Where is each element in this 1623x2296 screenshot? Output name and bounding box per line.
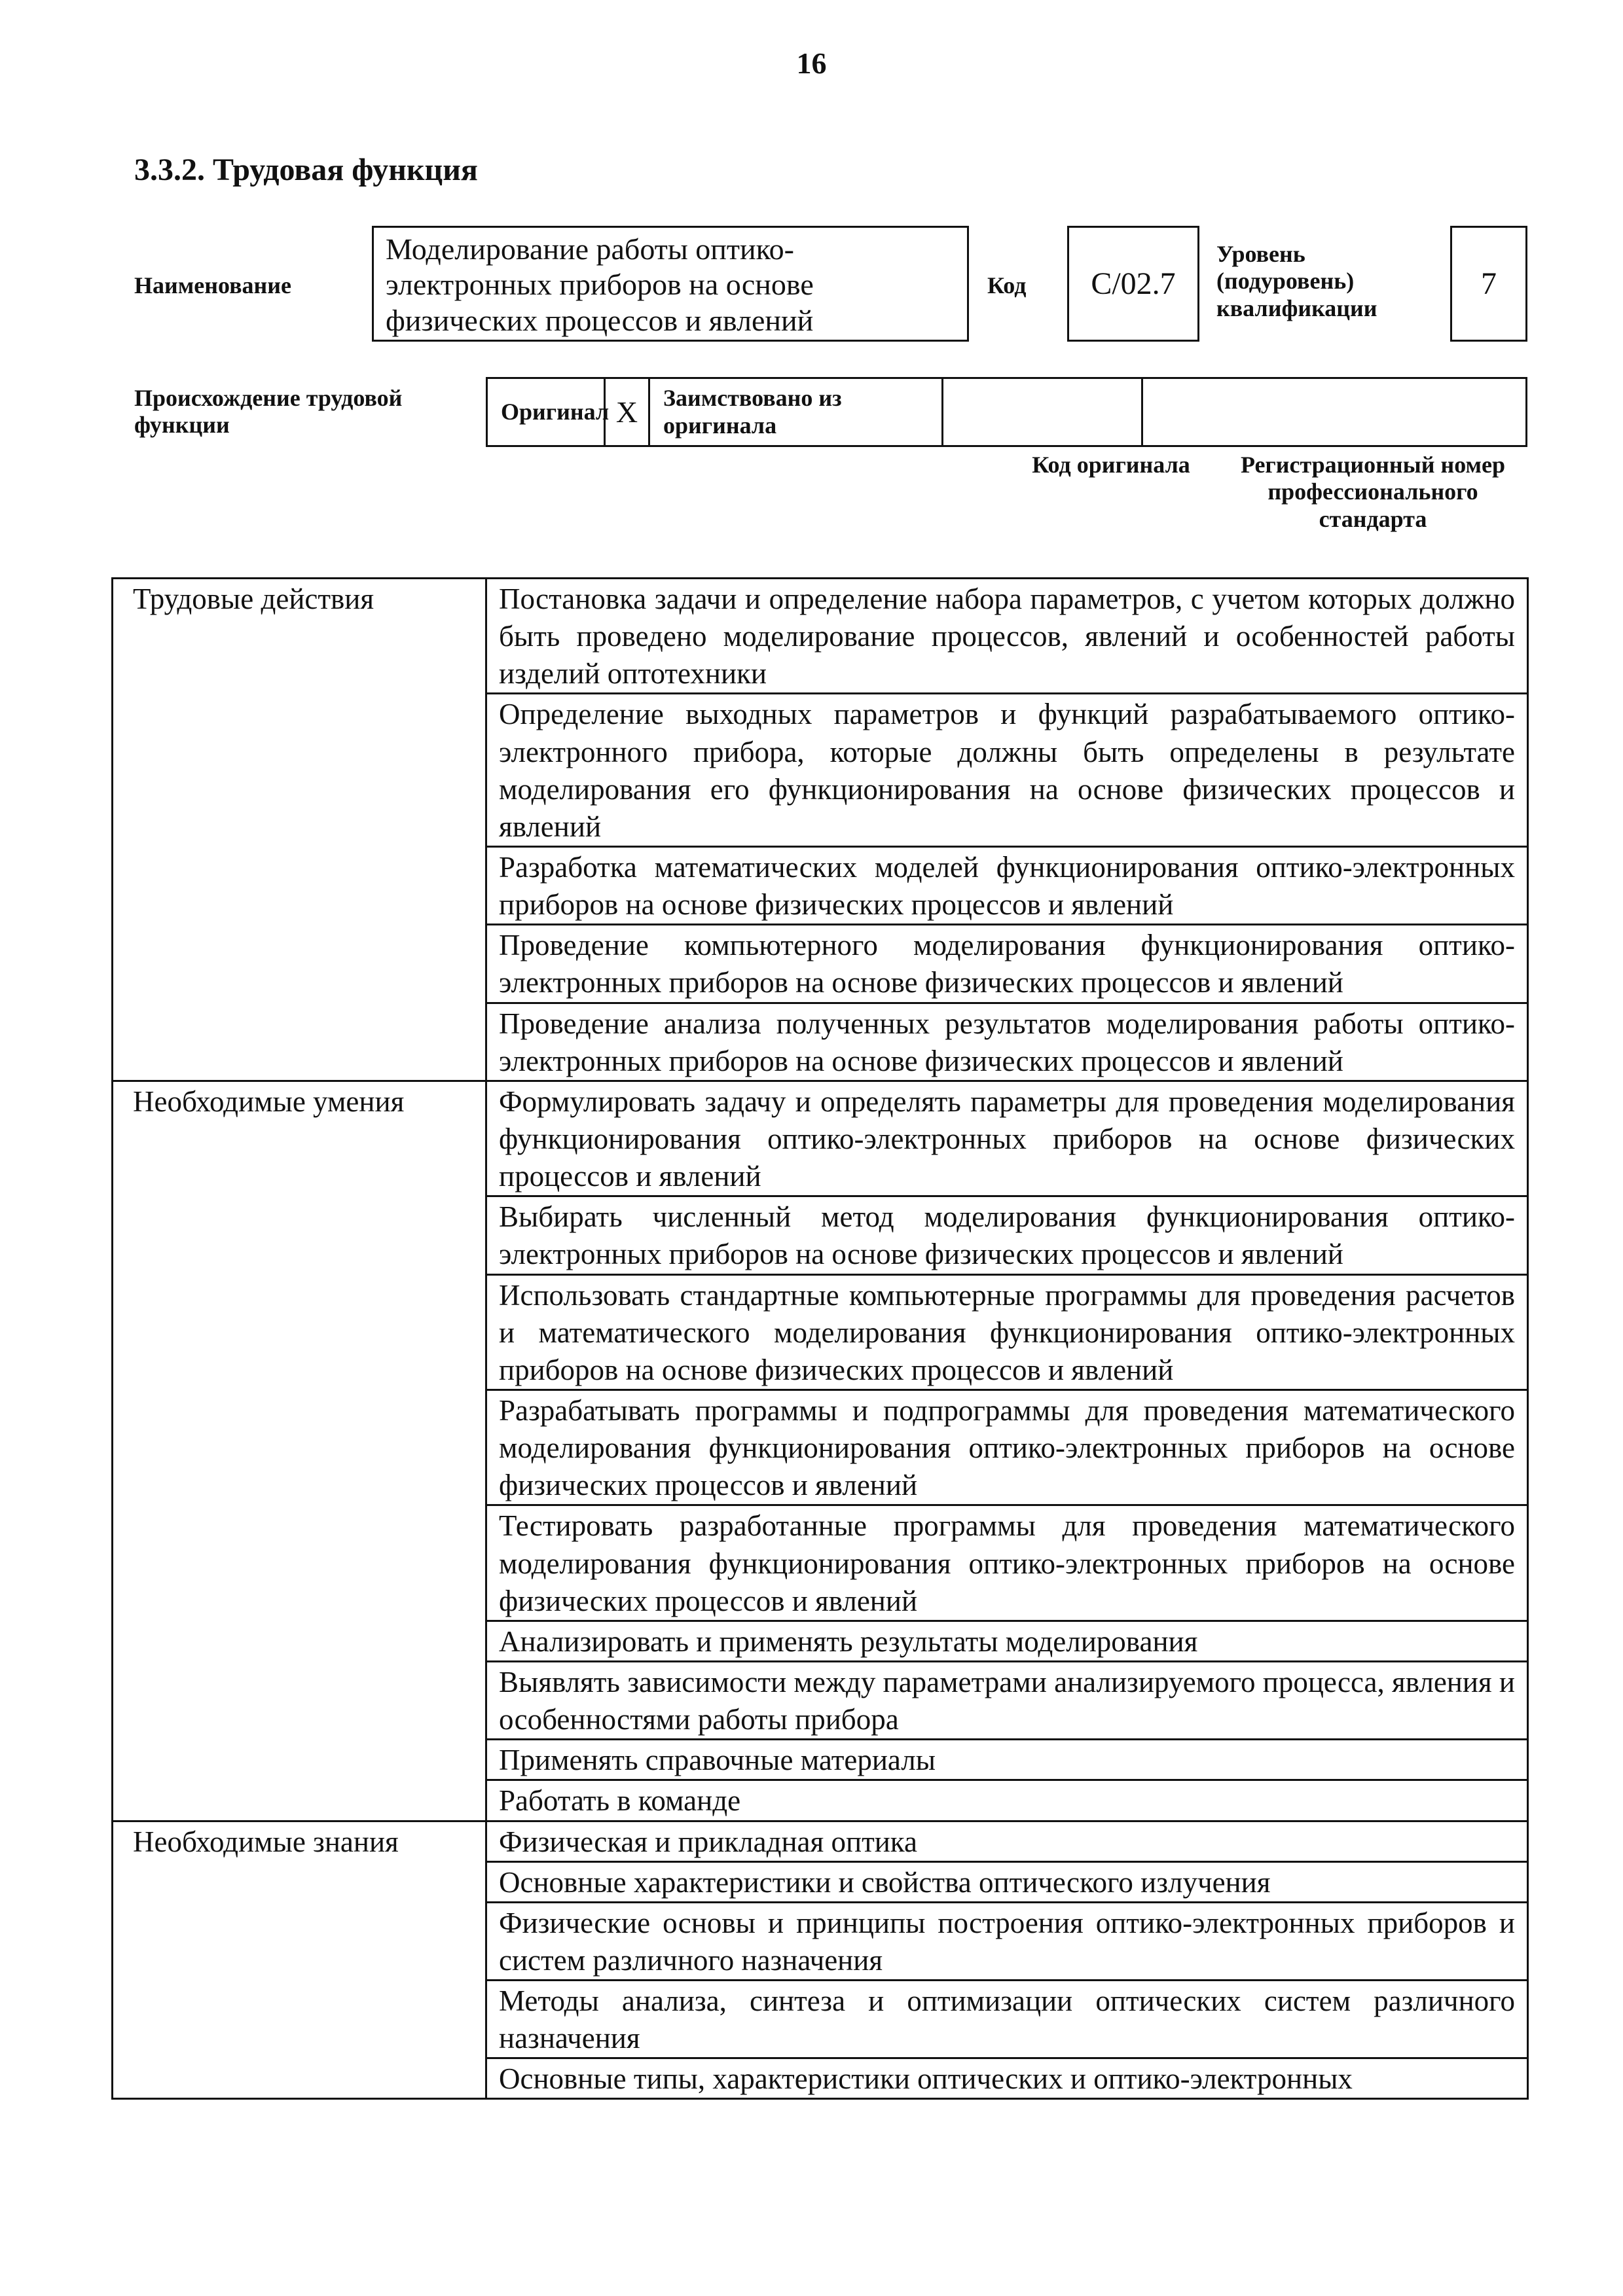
original-label: Оригинал [501, 398, 610, 425]
table-cell: Основные типы, характеристики оптических и оптико-электронных [486, 2058, 1528, 2099]
code-label: Код [987, 272, 1027, 298]
level-label-line: Уровень [1216, 241, 1305, 267]
table-cell: Выбирать численный метод моделирования функционирования оптико-электронных приборов на основе физических процессов и явлений [486, 1196, 1528, 1274]
table-cell: Формулировать задачу и определять параметры для проведения моделирования функционирования оптико-электронных приборов на основе физических процессов и явлений [486, 1081, 1528, 1196]
level-box [1450, 226, 1527, 342]
table-cell: Проведение анализа полученных результатов моделирования работы оптико-электронных приборов на основе физических процессов и явлений [486, 1003, 1528, 1081]
code-original-caption: Код оригинала [1032, 452, 1190, 478]
level-label-line: квалификации [1216, 295, 1377, 321]
level-value: 7 [1481, 266, 1497, 301]
original-mark: X [615, 395, 638, 429]
table-cell: Применять справочные материалы [486, 1740, 1528, 1780]
level-label-line: (подуровень) [1216, 268, 1355, 295]
table-cell: Постановка задачи и определение набора параметров, с учетом которых должно быть проведено моделирование процессов, явлений и особенностей работы изделий оптотехники [486, 579, 1528, 694]
origin-label: Происхождение трудовой функции [134, 385, 403, 439]
section-title-labor-actions: Трудовые действия [113, 579, 486, 1081]
section-title-skills: Необходимые умения [113, 1081, 486, 1821]
code-box [1067, 226, 1199, 342]
table-row [113, 579, 1528, 694]
table-cell: Проведение компьютерного моделирования функционирования оптико-электронных приборов на основе физических процессов и явлений [486, 925, 1528, 1003]
table-cell: Разрабатывать программы и подпрограммы для проведения математического моделирования функционирования оптико-электронных приборов на основе физических процессов и явлений [486, 1390, 1528, 1505]
page-number: 16 [796, 46, 827, 80]
table-cell: Разработка математических моделей функционирования оптико-электронных приборов на основе физических процессов и явлений [486, 846, 1528, 924]
original-cell [488, 379, 610, 445]
origin-row [486, 377, 1527, 447]
table-cell: Методы анализа, синтеза и оптимизации оптических систем различного назначения [486, 1981, 1528, 2058]
table-row [113, 1821, 1528, 1861]
section-title: 3.3.2. Трудовая функция [134, 152, 478, 187]
level-label [1216, 241, 1377, 322]
table-cell: Физические основы и принципы построения оптико-электронных приборов и систем различного назначения [486, 1902, 1528, 1980]
borrowed-cell [650, 379, 943, 445]
function-name-box [372, 226, 969, 342]
original-mark-cell [606, 379, 650, 445]
borrowed-label: Заимствовано из оригинала [663, 385, 842, 439]
function-details-table [111, 577, 1529, 2100]
name-label: Наименование [134, 272, 291, 298]
table-cell: Работать в команде [486, 1780, 1528, 1821]
table-row [113, 1081, 1528, 1196]
section-title-knowledge: Необходимые знания [113, 1821, 486, 2099]
table-cell: Определение выходных параметров и функций разрабатываемого оптико-электронного прибора, которые должны быть определены в результате моделирования его функционирования на основе физических процессов и явлений [486, 694, 1528, 847]
table-cell: Использовать стандартные компьютерные программы для проведения расчетов и математического моделирования функционирования оптико-электронных приборов на основе физических процессов и явлений [486, 1274, 1528, 1390]
table-cell: Физическая и прикладная оптика [486, 1821, 1528, 1861]
original-code-cell [943, 379, 1143, 445]
table-cell: Выявлять зависимости между параметрами анализируемого процесса, явления и особенностями работы прибора [486, 1661, 1528, 1739]
reg-number-caption: Регистрационный номер профессионального стандарта [1240, 452, 1506, 532]
reg-number-cell [1143, 379, 1525, 445]
table-cell: Основные характеристики и свойства оптического излучения [486, 1861, 1528, 1902]
table-cell: Анализировать и применять результаты моделирования [486, 1621, 1528, 1661]
function-name-text: Моделирование работы оптико-электронных приборов на основе физических процессов и явлений [386, 232, 814, 337]
code-value: C/02.7 [1091, 266, 1176, 301]
table-cell: Тестировать разработанные программы для проведения математического моделирования функционирования оптико-электронных приборов на основе физических процессов и явлений [486, 1505, 1528, 1621]
